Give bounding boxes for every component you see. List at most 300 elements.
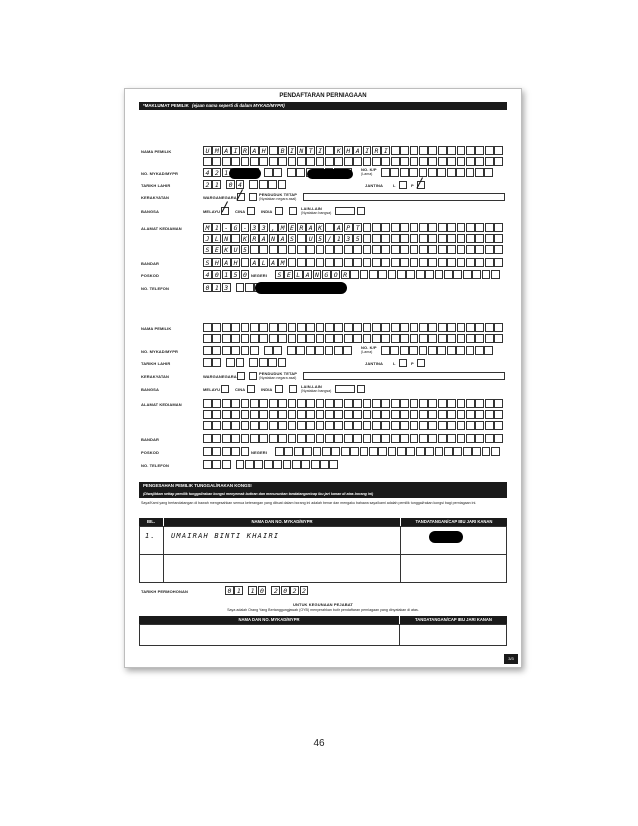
char-cell[interactable] xyxy=(363,399,372,408)
char-cell[interactable]: E xyxy=(212,245,221,254)
char-cell[interactable] xyxy=(231,323,240,332)
char-cell[interactable] xyxy=(241,157,250,166)
char-cell[interactable] xyxy=(447,223,456,232)
char-cell[interactable] xyxy=(334,245,343,254)
char-cell[interactable] xyxy=(410,223,419,232)
char-cell[interactable] xyxy=(475,346,484,355)
char-cell[interactable] xyxy=(466,334,475,343)
char-cell[interactable]: A xyxy=(278,234,287,243)
char-cell[interactable] xyxy=(241,447,250,456)
char-cell[interactable]: 1 xyxy=(222,270,231,279)
char-cell[interactable] xyxy=(400,157,409,166)
char-cell[interactable] xyxy=(438,245,447,254)
char-cell[interactable] xyxy=(447,146,456,155)
char-cell[interactable] xyxy=(491,270,500,279)
char-cell[interactable] xyxy=(236,358,245,367)
char-cell[interactable] xyxy=(212,346,221,355)
char-cell[interactable]: 3 xyxy=(259,223,268,232)
char-cell[interactable] xyxy=(409,168,418,177)
lain-lain-field[interactable] xyxy=(335,207,355,215)
char-cell[interactable] xyxy=(250,334,259,343)
char-cell[interactable] xyxy=(325,410,334,419)
char-cell[interactable] xyxy=(353,334,362,343)
char-cell[interactable] xyxy=(316,334,325,343)
char-cell[interactable] xyxy=(360,270,369,279)
char-cell[interactable] xyxy=(463,447,472,456)
char-cell[interactable] xyxy=(381,168,390,177)
char-cell[interactable] xyxy=(475,168,484,177)
char-cell[interactable]: , xyxy=(269,223,278,232)
char-cell[interactable] xyxy=(325,434,334,443)
char-cell[interactable] xyxy=(390,346,399,355)
char-cell[interactable] xyxy=(344,399,353,408)
char-cell[interactable] xyxy=(485,157,494,166)
char-cell[interactable] xyxy=(391,334,400,343)
char-cell[interactable] xyxy=(203,447,212,456)
char-cell[interactable] xyxy=(203,346,212,355)
char-cell[interactable] xyxy=(264,168,273,177)
india-checkbox[interactable] xyxy=(275,207,283,215)
char-cell[interactable] xyxy=(363,434,372,443)
char-cell[interactable] xyxy=(419,168,428,177)
char-cell[interactable]: 2 xyxy=(271,586,280,595)
char-cell[interactable] xyxy=(203,358,212,367)
char-cell[interactable]: U xyxy=(203,146,212,155)
char-cell[interactable] xyxy=(297,399,306,408)
char-cell[interactable] xyxy=(484,346,493,355)
char-cell[interactable] xyxy=(447,346,456,355)
tarikh-permohonan-row[interactable] xyxy=(225,586,309,595)
char-cell[interactable] xyxy=(419,234,428,243)
char-cell[interactable] xyxy=(322,447,331,456)
owner2-mykad-row[interactable] xyxy=(203,346,353,355)
char-cell[interactable] xyxy=(484,168,493,177)
char-cell[interactable] xyxy=(250,157,259,166)
char-cell[interactable] xyxy=(425,447,434,456)
char-cell[interactable] xyxy=(344,334,353,343)
char-cell[interactable] xyxy=(410,323,419,332)
char-cell[interactable] xyxy=(419,434,428,443)
char-cell[interactable] xyxy=(475,334,484,343)
char-cell[interactable] xyxy=(353,245,362,254)
char-cell[interactable] xyxy=(334,346,343,355)
gender-p-checkbox-2[interactable] xyxy=(417,359,425,367)
char-cell[interactable] xyxy=(344,323,353,332)
owner2-telefon-row[interactable] xyxy=(203,460,339,469)
char-cell[interactable] xyxy=(259,323,268,332)
char-cell[interactable]: A xyxy=(306,223,315,232)
owner2-address-row2[interactable] xyxy=(203,410,504,419)
char-cell[interactable] xyxy=(287,168,296,177)
char-cell[interactable] xyxy=(325,323,334,332)
char-cell[interactable] xyxy=(381,223,390,232)
char-cell[interactable] xyxy=(341,447,350,456)
char-cell[interactable] xyxy=(466,168,475,177)
char-cell[interactable] xyxy=(334,410,343,419)
char-cell[interactable]: 1 xyxy=(334,234,343,243)
char-cell[interactable] xyxy=(236,460,245,469)
char-cell[interactable] xyxy=(494,245,503,254)
char-cell[interactable] xyxy=(268,358,277,367)
char-cell[interactable] xyxy=(494,334,503,343)
owner2-kp-row[interactable] xyxy=(381,346,494,355)
char-cell[interactable] xyxy=(466,346,475,355)
char-cell[interactable] xyxy=(241,421,250,430)
char-cell[interactable] xyxy=(425,270,434,279)
char-cell[interactable] xyxy=(457,157,466,166)
penduduk-tetap-field[interactable] xyxy=(303,193,505,201)
char-cell[interactable] xyxy=(297,434,306,443)
char-cell[interactable] xyxy=(259,245,268,254)
char-cell[interactable] xyxy=(381,346,390,355)
char-cell[interactable]: 0 xyxy=(258,586,267,595)
char-cell[interactable] xyxy=(438,434,447,443)
char-cell[interactable] xyxy=(428,399,437,408)
char-cell[interactable]: T xyxy=(306,146,315,155)
char-cell[interactable] xyxy=(236,283,245,292)
char-cell[interactable]: 0 xyxy=(203,283,212,292)
char-cell[interactable] xyxy=(397,270,406,279)
char-cell[interactable] xyxy=(222,410,231,419)
char-cell[interactable] xyxy=(296,168,305,177)
char-cell[interactable] xyxy=(306,421,315,430)
char-cell[interactable] xyxy=(485,245,494,254)
char-cell[interactable] xyxy=(400,146,409,155)
char-cell[interactable] xyxy=(275,447,284,456)
char-cell[interactable] xyxy=(456,346,465,355)
char-cell[interactable] xyxy=(306,334,315,343)
char-cell[interactable]: H xyxy=(212,258,221,267)
char-cell[interactable] xyxy=(391,434,400,443)
char-cell[interactable] xyxy=(475,323,484,332)
char-cell[interactable] xyxy=(222,421,231,430)
char-cell[interactable] xyxy=(306,258,315,267)
char-cell[interactable] xyxy=(428,234,437,243)
char-cell[interactable] xyxy=(381,157,390,166)
char-cell[interactable] xyxy=(273,346,282,355)
char-cell[interactable] xyxy=(259,421,268,430)
char-cell[interactable] xyxy=(475,421,484,430)
char-cell[interactable] xyxy=(400,410,409,419)
char-cell[interactable] xyxy=(400,334,409,343)
char-cell[interactable]: L xyxy=(212,234,221,243)
char-cell[interactable] xyxy=(288,334,297,343)
char-cell[interactable] xyxy=(334,157,343,166)
char-cell[interactable]: N xyxy=(313,270,322,279)
char-cell[interactable] xyxy=(273,168,282,177)
char-cell[interactable]: T xyxy=(353,223,362,232)
char-cell[interactable]: 2 xyxy=(300,586,309,595)
char-cell[interactable]: G xyxy=(322,270,331,279)
char-cell[interactable] xyxy=(222,447,231,456)
char-cell[interactable] xyxy=(400,421,409,430)
char-cell[interactable] xyxy=(363,234,372,243)
char-cell[interactable] xyxy=(494,258,503,267)
char-cell[interactable] xyxy=(438,258,447,267)
char-cell[interactable] xyxy=(475,245,484,254)
char-cell[interactable] xyxy=(485,146,494,155)
char-cell[interactable] xyxy=(269,399,278,408)
char-cell[interactable] xyxy=(316,421,325,430)
char-cell[interactable] xyxy=(353,399,362,408)
char-cell[interactable] xyxy=(428,434,437,443)
char-cell[interactable] xyxy=(391,146,400,155)
lain-lain-checkbox[interactable] xyxy=(289,207,297,215)
char-cell[interactable] xyxy=(212,421,221,430)
char-cell[interactable]: J xyxy=(203,234,212,243)
char-cell[interactable] xyxy=(325,245,334,254)
char-cell[interactable] xyxy=(245,460,254,469)
char-cell[interactable] xyxy=(212,410,221,419)
char-cell[interactable] xyxy=(269,434,278,443)
char-cell[interactable] xyxy=(381,399,390,408)
char-cell[interactable]: R xyxy=(250,234,259,243)
char-cell[interactable] xyxy=(222,157,231,166)
char-cell[interactable] xyxy=(259,157,268,166)
char-cell[interactable] xyxy=(428,146,437,155)
owner2-bandar-row[interactable] xyxy=(203,434,504,443)
char-cell[interactable] xyxy=(400,245,409,254)
char-cell[interactable] xyxy=(278,157,287,166)
melayu-checkbox-2[interactable] xyxy=(221,385,229,393)
char-cell[interactable] xyxy=(391,223,400,232)
char-cell[interactable] xyxy=(410,434,419,443)
char-cell[interactable] xyxy=(325,157,334,166)
char-cell[interactable] xyxy=(297,410,306,419)
char-cell[interactable] xyxy=(363,410,372,419)
char-cell[interactable] xyxy=(212,447,221,456)
char-cell[interactable] xyxy=(428,421,437,430)
char-cell[interactable] xyxy=(410,421,419,430)
char-cell[interactable]: / xyxy=(325,234,334,243)
char-cell[interactable] xyxy=(419,399,428,408)
char-cell[interactable] xyxy=(391,245,400,254)
char-cell[interactable] xyxy=(372,245,381,254)
char-cell[interactable] xyxy=(381,334,390,343)
char-cell[interactable]: L xyxy=(294,270,303,279)
char-cell[interactable] xyxy=(231,234,240,243)
char-cell[interactable] xyxy=(410,157,419,166)
char-cell[interactable] xyxy=(350,447,359,456)
char-cell[interactable] xyxy=(494,157,503,166)
char-cell[interactable]: 4 xyxy=(236,180,245,189)
char-cell[interactable] xyxy=(222,323,231,332)
char-cell[interactable] xyxy=(388,270,397,279)
char-cell[interactable] xyxy=(231,399,240,408)
char-cell[interactable] xyxy=(344,421,353,430)
char-cell[interactable]: 3 xyxy=(250,223,259,232)
char-cell[interactable] xyxy=(278,421,287,430)
char-cell[interactable] xyxy=(475,434,484,443)
char-cell[interactable] xyxy=(381,245,390,254)
char-cell[interactable] xyxy=(231,447,240,456)
char-cell[interactable] xyxy=(287,346,296,355)
char-cell[interactable] xyxy=(306,245,315,254)
char-cell[interactable] xyxy=(494,223,503,232)
char-cell[interactable] xyxy=(457,258,466,267)
char-cell[interactable] xyxy=(391,421,400,430)
char-cell[interactable] xyxy=(353,157,362,166)
char-cell[interactable] xyxy=(457,234,466,243)
char-cell[interactable] xyxy=(212,434,221,443)
char-cell[interactable]: 5 xyxy=(231,270,240,279)
char-cell[interactable] xyxy=(288,399,297,408)
char-cell[interactable] xyxy=(391,410,400,419)
char-cell[interactable]: 1 xyxy=(248,586,257,595)
char-cell[interactable]: S xyxy=(275,270,284,279)
char-cell[interactable] xyxy=(466,234,475,243)
char-cell[interactable]: R xyxy=(341,270,350,279)
char-cell[interactable] xyxy=(288,157,297,166)
char-cell[interactable] xyxy=(447,399,456,408)
char-cell[interactable] xyxy=(369,447,378,456)
char-cell[interactable] xyxy=(447,434,456,443)
char-cell[interactable] xyxy=(363,223,372,232)
char-cell[interactable] xyxy=(231,346,240,355)
char-cell[interactable] xyxy=(288,410,297,419)
char-cell[interactable] xyxy=(303,447,312,456)
char-cell[interactable] xyxy=(331,447,340,456)
char-cell[interactable] xyxy=(301,460,310,469)
char-cell[interactable]: O xyxy=(331,270,340,279)
char-cell[interactable] xyxy=(447,157,456,166)
char-cell[interactable] xyxy=(325,346,334,355)
char-cell[interactable]: 5 xyxy=(353,234,362,243)
char-cell[interactable] xyxy=(466,223,475,232)
char-cell[interactable] xyxy=(410,245,419,254)
char-cell[interactable] xyxy=(316,157,325,166)
char-cell[interactable] xyxy=(466,399,475,408)
char-cell[interactable] xyxy=(466,146,475,155)
char-cell[interactable] xyxy=(391,399,400,408)
char-cell[interactable] xyxy=(288,323,297,332)
char-cell[interactable] xyxy=(278,323,287,332)
char-cell[interactable] xyxy=(306,323,315,332)
char-cell[interactable] xyxy=(222,460,231,469)
char-cell[interactable] xyxy=(212,334,221,343)
char-cell[interactable] xyxy=(226,358,235,367)
char-cell[interactable] xyxy=(203,157,212,166)
char-cell[interactable] xyxy=(457,323,466,332)
char-cell[interactable] xyxy=(438,410,447,419)
char-cell[interactable] xyxy=(419,346,428,355)
char-cell[interactable] xyxy=(273,460,282,469)
char-cell[interactable] xyxy=(250,399,259,408)
char-cell[interactable] xyxy=(343,346,352,355)
char-cell[interactable] xyxy=(485,223,494,232)
char-cell[interactable] xyxy=(381,434,390,443)
char-cell[interactable] xyxy=(391,258,400,267)
char-cell[interactable] xyxy=(288,258,297,267)
char-cell[interactable] xyxy=(360,447,369,456)
char-cell[interactable]: I xyxy=(363,146,372,155)
char-cell[interactable] xyxy=(466,157,475,166)
char-cell[interactable] xyxy=(410,399,419,408)
char-cell[interactable]: 4 xyxy=(203,168,212,177)
char-cell[interactable] xyxy=(457,410,466,419)
char-cell[interactable] xyxy=(419,421,428,430)
char-cell[interactable] xyxy=(212,399,221,408)
char-cell[interactable] xyxy=(438,223,447,232)
char-cell[interactable] xyxy=(316,258,325,267)
char-cell[interactable] xyxy=(353,434,362,443)
char-cell[interactable] xyxy=(457,245,466,254)
char-cell[interactable] xyxy=(241,399,250,408)
char-cell[interactable] xyxy=(457,434,466,443)
char-cell[interactable] xyxy=(391,234,400,243)
char-cell[interactable] xyxy=(491,447,500,456)
char-cell[interactable] xyxy=(259,434,268,443)
char-cell[interactable] xyxy=(466,434,475,443)
char-cell[interactable]: I xyxy=(381,146,390,155)
char-cell[interactable] xyxy=(475,157,484,166)
char-cell[interactable]: S xyxy=(288,234,297,243)
char-cell[interactable]: N xyxy=(269,234,278,243)
char-cell[interactable]: 1 xyxy=(212,180,221,189)
char-cell[interactable] xyxy=(428,157,437,166)
char-cell[interactable]: A xyxy=(222,258,231,267)
char-cell[interactable] xyxy=(249,180,258,189)
char-cell[interactable] xyxy=(416,270,425,279)
char-cell[interactable]: 5 xyxy=(241,245,250,254)
char-cell[interactable] xyxy=(472,447,481,456)
penduduk-tetap-checkbox-2[interactable] xyxy=(249,372,257,380)
char-cell[interactable] xyxy=(344,245,353,254)
char-cell[interactable] xyxy=(494,421,503,430)
char-cell[interactable] xyxy=(447,323,456,332)
char-cell[interactable] xyxy=(400,434,409,443)
char-cell[interactable] xyxy=(400,234,409,243)
char-cell[interactable]: A xyxy=(334,223,343,232)
char-cell[interactable] xyxy=(457,421,466,430)
char-cell[interactable] xyxy=(269,146,278,155)
char-cell[interactable] xyxy=(400,168,409,177)
char-cell[interactable] xyxy=(494,399,503,408)
char-cell[interactable] xyxy=(250,346,259,355)
char-cell[interactable] xyxy=(444,270,453,279)
char-cell[interactable] xyxy=(381,421,390,430)
char-cell[interactable] xyxy=(353,323,362,332)
char-cell[interactable] xyxy=(241,410,250,419)
char-cell[interactable] xyxy=(428,323,437,332)
char-cell[interactable] xyxy=(231,434,240,443)
char-cell[interactable] xyxy=(297,334,306,343)
char-cell[interactable] xyxy=(428,346,437,355)
char-cell[interactable] xyxy=(438,146,447,155)
char-cell[interactable]: A xyxy=(269,258,278,267)
char-cell[interactable] xyxy=(419,146,428,155)
char-cell[interactable] xyxy=(485,334,494,343)
char-cell[interactable] xyxy=(350,270,359,279)
char-cell[interactable] xyxy=(369,270,378,279)
char-cell[interactable]: E xyxy=(284,270,293,279)
char-cell[interactable]: U xyxy=(306,234,315,243)
char-cell[interactable] xyxy=(485,399,494,408)
char-cell[interactable] xyxy=(475,399,484,408)
char-cell[interactable] xyxy=(320,460,329,469)
char-cell[interactable]: 1 xyxy=(222,168,231,177)
char-cell[interactable] xyxy=(444,447,453,456)
char-cell[interactable] xyxy=(410,410,419,419)
char-cell[interactable] xyxy=(363,258,372,267)
char-cell[interactable] xyxy=(334,323,343,332)
owner2-name-row2[interactable] xyxy=(203,334,504,343)
char-cell[interactable] xyxy=(378,447,387,456)
char-cell[interactable] xyxy=(203,399,212,408)
char-cell[interactable] xyxy=(231,410,240,419)
char-cell[interactable] xyxy=(419,258,428,267)
char-cell[interactable] xyxy=(311,460,320,469)
